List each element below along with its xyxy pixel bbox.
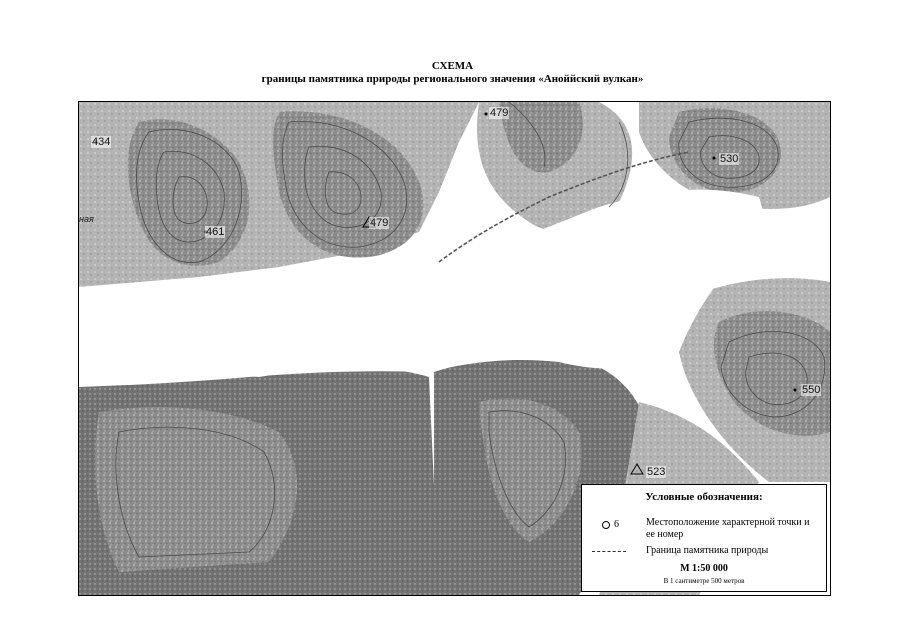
elevation-label: 530 (720, 153, 739, 165)
elevation-label: 434 (92, 136, 111, 148)
circle-icon (602, 521, 610, 529)
elevation-label: 550 (802, 384, 821, 396)
elevation-label: 461 (206, 226, 225, 238)
boundary-description: Граница памятника природы (646, 545, 769, 556)
map-scale: М 1:50 000 (680, 563, 728, 574)
legend-title: Условные обозначения: (645, 491, 763, 503)
elevation-label: 479 (490, 107, 509, 119)
title-block (0, 60, 905, 86)
place-name-fragment: ная (79, 214, 94, 224)
point-description: Местоположение характерной точки и ее номер (646, 517, 810, 540)
point-number: 6 (614, 519, 619, 530)
forest-area (95, 407, 297, 572)
scale-note: В 1 сантиметре 500 метров (663, 577, 745, 585)
elevation-label: 523 (647, 466, 666, 478)
point-symbol (602, 519, 619, 530)
map-legend (581, 484, 827, 592)
map-subtitle: границы памятника природы регионального значения «Аноййский вулкан» (261, 73, 644, 85)
map-title: СХЕМА (431, 60, 474, 72)
elevation-label: 479 (370, 217, 389, 229)
boundary-line-symbol (592, 551, 626, 552)
